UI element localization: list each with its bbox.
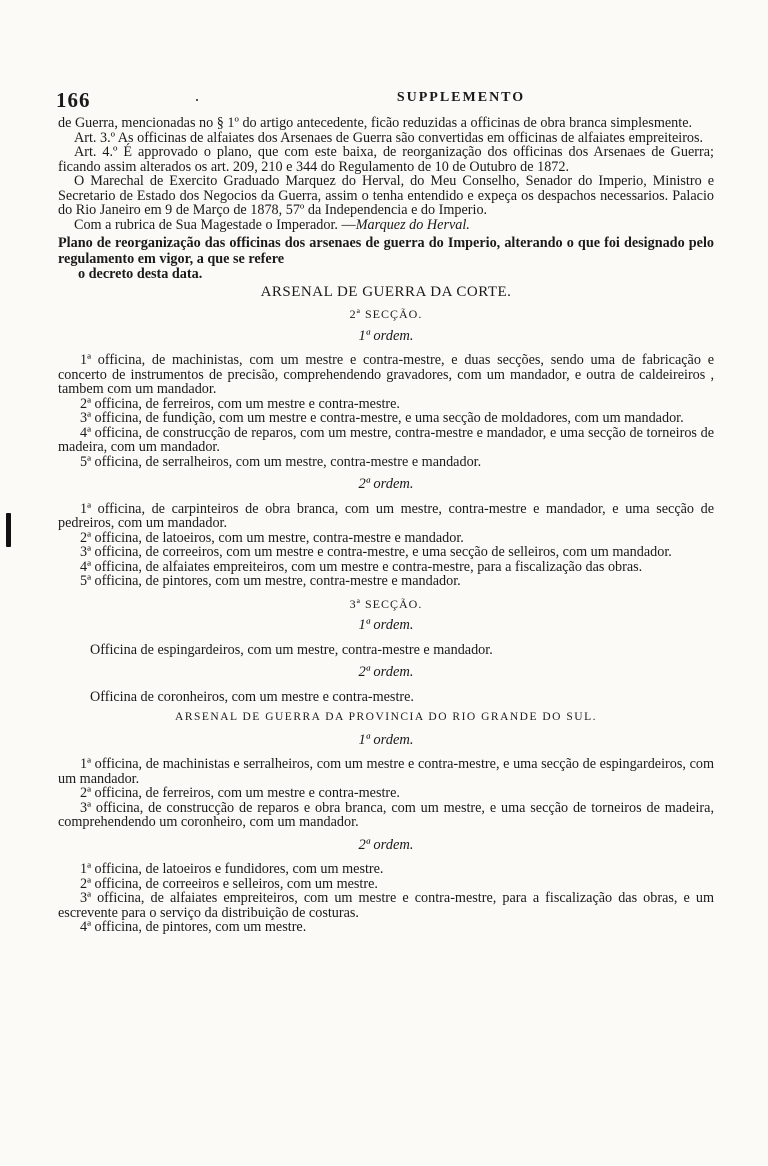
list-item: 3ª officina, de alfaiates empreiteiros, com um mestre e contra-mestre, para a fiscalização das obras, e um escrevente para o serviço da distribuição de costuras. [58, 890, 714, 921]
ordem-1-heading: 1ª ordem. [358, 327, 414, 344]
list-item: 4ª officina, de construcção de reparos, com um mestre, contra-mestre e mandador, e uma secção de torneiros de madeira, com um mandador. [58, 424, 714, 455]
list-item: 3ª officina, de fundição, com um mestre e contra-mestre, e uma secção de moldadores, com um mandador. [80, 410, 684, 426]
s3-ordem-2-heading: 2ª ordem. [358, 664, 414, 680]
rubrica-text: Com a rubrica de Sua Magestade o Imperador. — [74, 216, 356, 233]
list-item: 3ª officina, de construcção de reparos e obra branca, com um mestre, e uma secção de torneiros de madeira, comprehendendo um coronheiro, com um mandador. [58, 799, 714, 830]
officina-espingardeiros: Officina de espingardeiros, com um mestre, contra-mestre e mandador. [90, 641, 493, 658]
list-item: 4ª officina, de alfaiates empreiteiros, com um mestre e contra-mestre, para a fiscalização das obras. [80, 558, 643, 575]
arsenal-rio-grande-title: ARSENAL DE GUERRA DA PROVINCIA DO RIO GRANDE DO SUL. [175, 711, 597, 723]
page-number: 166 [56, 88, 91, 112]
rg-ordem1-list [58, 757, 714, 830]
plan-heading [58, 236, 714, 283]
list-item: 1ª officina, de latoeiros e fundidores, com um mestre. [80, 861, 384, 877]
signature-name: Marquez do Herval. [355, 216, 470, 233]
plan-heading-line1: Plano de reorganização das officinas dos arsenaes de guerra do Imperio, alterando o que foi designado pelo regulamento em vigor, a que se refere [58, 235, 714, 267]
ordem-2-heading: 2ª ordem. [358, 476, 414, 492]
paragraph-art-4: Art. 4.º É approvado o plano, que com este baixa, de reorganização dos officinas dos Arsenaes de Guerra; ficando assim alterados os art. 209, 210 e 344 do Regulamento de 10 de Outubro de 1872. [58, 144, 714, 175]
list-item: 2ª officina, de ferreiros, com um mestre e contra-mestre. [80, 395, 400, 412]
rg-ordem-1-heading: 1ª ordem. [358, 731, 414, 748]
paragraph-art-3: Art. 3.º As officinas de alfaiates dos Arsenaes de Guerra são convertidas em officinas de alfaiates empreiteiros. [74, 129, 704, 146]
list-item: 2ª officina, de latoeiros, com um mestre, contra-mestre e mandador. [80, 529, 464, 546]
seccao-3-heading: 3ª SECÇÃO. [349, 596, 423, 611]
list-item: 5ª officina, de pintores, com um mestre, contra-mestre e mandador. [80, 573, 461, 589]
list-item: 2ª officina, de ferreiros, com um mestre e contra-mestre. [80, 785, 400, 801]
rg-ordem2-list [58, 862, 714, 935]
list-item: 1ª officina, de carpinteiros de obra branca, com um mestre, contra-mestre e mandador, e uma secção de pedreiros, com um mandador. [58, 500, 714, 531]
rg-ordem-2-heading: 2ª ordem. [358, 836, 414, 853]
list-item: 3ª officina, de correeiros, com um mestre e contra-mestre, e uma secção de selleiros, com um mandador. [80, 544, 672, 560]
list-item: 4ª officina, de pintores, com um mestre. [80, 919, 307, 935]
s3-ordem-1-heading: 1ª ordem. [358, 617, 414, 633]
corte-ordem2-list [58, 502, 714, 589]
paragraph-marechal: O Marechal de Exercito Graduado Marquez do Herval, do Meu Conselho, Senador do Imperio, Ministro e Secretario de Estado dos Negocios da Guerra, assim o tenha entendido e expeça os despachos necessarios. Palacio do Rio Janeiro em 9 de Março de 1878, 57º da Independencia e do Imperio. [58, 173, 714, 218]
officina-coronheiros: Officina de coronheiros, com um mestre e contra-mestre. [90, 688, 414, 705]
page-header [56, 88, 716, 110]
page-edge-marker [6, 513, 11, 547]
plan-heading-line2: o decreto desta data. [78, 266, 203, 282]
list-item: 2ª officina, de correeiros e selleiros, com um mestre. [80, 875, 378, 892]
list-item: 5ª officina, de serralheiros, com um mestre, contra-mestre e mandador. [80, 453, 482, 470]
seccao-2-heading: 2ª SECÇÃO. [349, 307, 423, 321]
arsenal-corte-title: ARSENAL DE GUERRA DA CORTE. [260, 283, 512, 300]
corte-ordem1-list [58, 353, 714, 469]
running-title: SUPPLEMENTO [396, 90, 526, 105]
document-body [58, 116, 714, 935]
list-item: 1ª officina, de machinistas e serralheiros, com um mestre e contra-mestre, e uma secção de espingardeiros, com um mandador. [58, 756, 714, 787]
paragraph-rubrica [58, 218, 714, 233]
list-item: 1ª officina, de machinistas, com um mestre e contra-mestre, e duas secções, sendo uma de fabricação e concerto de instrumentos de precisão, comprehendendo gravadores, com um mandador, e outra de caldeireiros , tambem com um mandador. [58, 352, 714, 397]
paragraph-continuation: de Guerra, mencionadas no § 1º do artigo antecedente, ficão reduzidas a officinas de obra branca simplesmente. [58, 115, 693, 131]
